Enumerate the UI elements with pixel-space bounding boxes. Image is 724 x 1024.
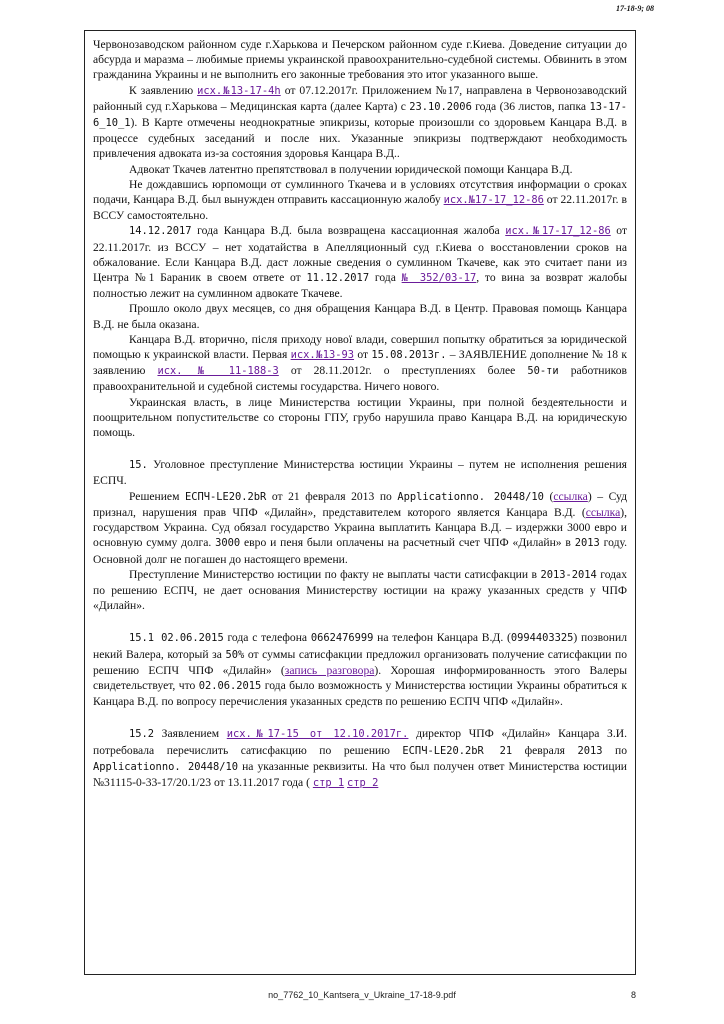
text: году. Основной долг не погашен до настоящего времени.: [93, 536, 628, 566]
paragraph-ministry-crime: [93, 567, 627, 614]
text-count: 50-ти: [527, 365, 559, 378]
text: (: [543, 489, 554, 503]
text: , то вина за возврат жалобы полностью лежит на сумлинном адвокате Ткачеве.: [93, 271, 627, 301]
text: Преступление Министерство юстиции по факту не выплаты части сатисфакции в: [129, 567, 541, 581]
link-ref-11-188-3[interactable]: исх. № 11-188-3: [157, 365, 279, 378]
text-phone: 0662476999: [310, 632, 374, 645]
text: Украинская власть, в лице Министерства юстиции Украины, при полной бездеятельности и поощрительном попустительстве со стороны ГПУ, грубо нарушила право Канцара В.Д. на юридическую помощь.: [93, 395, 627, 440]
paragraph-second-attempt: [93, 332, 627, 395]
paragraph-echr-decision: [93, 489, 627, 567]
text: ) – Суд признал, нарушения прав ЧПФ «Дилайн», представителем которого является Канцара В.Д. (: [93, 489, 628, 519]
text: директор ЧПФ «Дилайн» Канцара З.И. потребовала перечислить сатисфакцию по решению: [93, 727, 628, 757]
paragraph-15-2-statement: [93, 726, 627, 791]
text: Уголовное преступление Министерства юстиции Украины – путем не исполнения решения ЕСПЧ.: [93, 458, 627, 488]
text: работников правоохранительной и судебной системы государства. Ничего нового.: [93, 364, 627, 394]
text-years: 2013-2014: [540, 568, 597, 581]
text: от 22.11.2017г. из ВССУ – нет ходатайства в Апелляционный суд г.Киева о восстановлении сроков на обжалование. Если Канцара В.Д. даст ложные сведения о сумлинном Ткачеве, как это считает пани из Центра №1 Бараник в своем ответе от: [93, 224, 628, 285]
paragraph-two-months: [93, 301, 627, 331]
text-year: 2013: [574, 537, 600, 550]
text: Червонозаводском районном суде г.Харькова и Печерском районном суде г.Киева. Доведение ситуации до абсурда и маразма – любимые приемы украинской правоохранительно-судебной системы. Обвинить в этом гражданина Украины и не выполнить его законные требования это итог указанного выше.: [93, 38, 627, 82]
link-page-2[interactable]: стр 2: [347, 776, 379, 789]
text: ). Хорошая информированность этого Валеры свидетельствует, что: [93, 663, 627, 692]
text-date: 11.12.2017: [306, 272, 370, 285]
text: года: [369, 271, 402, 285]
text: ), государством Украина. Суд обязал государство Украина выплатить Канцара В.Д. – издержки 3000 евро и основную сумму долга.: [93, 505, 627, 550]
text: на указанные реквизиты. На что был получен ответ Министерства юстиции №31115-0-33-17/20.1/23 от 13.11.2017 года (: [93, 759, 627, 789]
text-date: 14.12.2017: [129, 225, 192, 238]
text: на телефон Канцара В.Д. (: [373, 631, 511, 645]
link-ref-17-15[interactable]: исх.№17-15 от 12.10.2017г.: [226, 728, 409, 741]
text: Адвокат Ткачев латентно препятствовал в получении юридической помощи Канцара В.Д.: [129, 162, 573, 176]
link-call-recording[interactable]: запись разговора: [284, 663, 375, 677]
section-heading-15: [93, 457, 627, 488]
link-ref-17-17-12-86[interactable]: исх.№17-17_12-86: [443, 194, 544, 207]
section-number: 15.: [129, 459, 148, 472]
paragraph-court-absurdity: [93, 37, 627, 83]
link-ref-13-93[interactable]: исх.№13-93: [290, 349, 355, 362]
link-ref-352-03-17[interactable]: № 352/03-17: [401, 272, 477, 285]
paragraph-cassation-complaint: [93, 177, 627, 224]
text: Решением: [129, 489, 185, 503]
text: К заявлению: [129, 83, 198, 97]
text-phone: 0994403325: [510, 632, 574, 645]
link-reference-1[interactable]: ссылка: [553, 489, 588, 503]
text: года с телефона: [223, 631, 311, 645]
text-date: 15.1 02.06.2015: [129, 632, 224, 645]
paragraph-lawyer-tkachev: [93, 162, 627, 177]
text: от 21 февраля 2013 по: [266, 489, 398, 503]
paragraph-medical-card: [93, 83, 627, 162]
link-page-1[interactable]: стр 1: [312, 776, 345, 789]
text-folder: 13-17-6_10_1: [93, 100, 627, 130]
text-case-code: ЕСПЧ-LE20.2bR: [184, 490, 267, 503]
text: по: [602, 743, 628, 757]
link-ref-17-17-12-86-b[interactable]: исх.№17-17_12-86: [505, 225, 611, 238]
text: ). В Карте отмечены неоднократные эпикризы, которые произошли со здоровьем Канцара В.Д. в процессе судебных заседаний и после них. Указанные эпикризы подтверждают необходимость привлечения адвоката из-за состояния здоровья Канцара В.Д..: [93, 116, 627, 161]
text: от: [354, 348, 372, 362]
page-frame: [84, 30, 636, 975]
link-ref-13-17-4h[interactable]: исх.№13-17-4h: [197, 84, 281, 97]
text: Заявлением: [154, 727, 227, 741]
text-application: Applicationno. 20448/10: [397, 490, 544, 503]
text: Канцара В.Д. вторично, після приходу нової влади, совершил попытку обратиться за юридической помощью к украинской власти. Первая: [93, 332, 627, 362]
text-year: 2013: [577, 744, 603, 757]
text: от 22.11.2017г. в ВССУ самостоятельно.: [93, 193, 627, 223]
section-number: 15.2: [129, 728, 155, 741]
paragraph-ukrainian-authority: [93, 395, 627, 441]
paragraph-complaint-returned: [93, 223, 627, 301]
text: от 28.11.2012г. о преступлениях более: [278, 364, 528, 378]
text: Прошло около двух месяцев, со дня обращения Канцара В.Д. в Центр. Правовая помощь Канцара В.Д. не была оказана.: [93, 302, 627, 331]
text: от 07.12.2017г. Приложением №17, направлена в Червонозаводский районный суд г.Харькова – Медицинская карта (далее Карта) с: [93, 83, 627, 113]
footer-page-number: 8: [630, 990, 636, 1000]
text: евро и пеня были оплачены на расчетный счет ЧПФ «Дилайн» в: [240, 536, 575, 550]
text-date: 02.06.2015: [198, 679, 262, 692]
text-percent: 50%: [225, 648, 245, 661]
text: от суммы сатисфакции предложил организовать получение сатисфакции по решению ЕСПЧ ЧПФ «Дилайн» (: [93, 647, 627, 677]
text: года (36 листов, папка: [471, 99, 590, 113]
text-date: 23.10.2006: [409, 100, 472, 113]
text: февраля: [512, 743, 578, 757]
link-reference-2[interactable]: ссылка: [585, 505, 621, 519]
text-application: Applicationno. 20448/10: [93, 760, 239, 773]
document-code: 17-18-9; 08: [616, 4, 654, 13]
text-case-code: ЕСПЧ-LE20.2bR 21: [402, 744, 513, 757]
footer-filename: no_7762_10_Kantsera_v_Ukraine_17-18-9.pdf: [268, 990, 456, 1000]
text: года Канцара В.Д. была возвращена кассационная жалоба: [191, 224, 506, 238]
text: – ЗАЯВЛЕНИЕ дополнение № 18 к заявлению: [93, 348, 628, 378]
paragraph-15-1-phone-call: [93, 630, 627, 709]
text: ) позвонил некий Валера, который за: [93, 631, 627, 661]
text: Не дождавшись юрпомощи от сумлинного Ткачева и в условиях отсутствия информации о сроках подачи, Канцара В.Д. был вынужден отправить кассационную жалобу: [93, 177, 627, 207]
text: года было возможность у Министерства юстиции Украины обратиться к Канцара В.Д. по вопросу перечисления указанных средств по решению ЕСПЧ ЧПФ «Дилайн».: [93, 678, 627, 709]
text: годах по решению ЕСПЧ, не дает основания Министерству юстиции на кражу указанных средств у ЧПФ «Дилайн».: [93, 567, 628, 613]
text-amount: 3000: [215, 537, 241, 550]
text-date: 15.08.2013г.: [371, 349, 447, 362]
